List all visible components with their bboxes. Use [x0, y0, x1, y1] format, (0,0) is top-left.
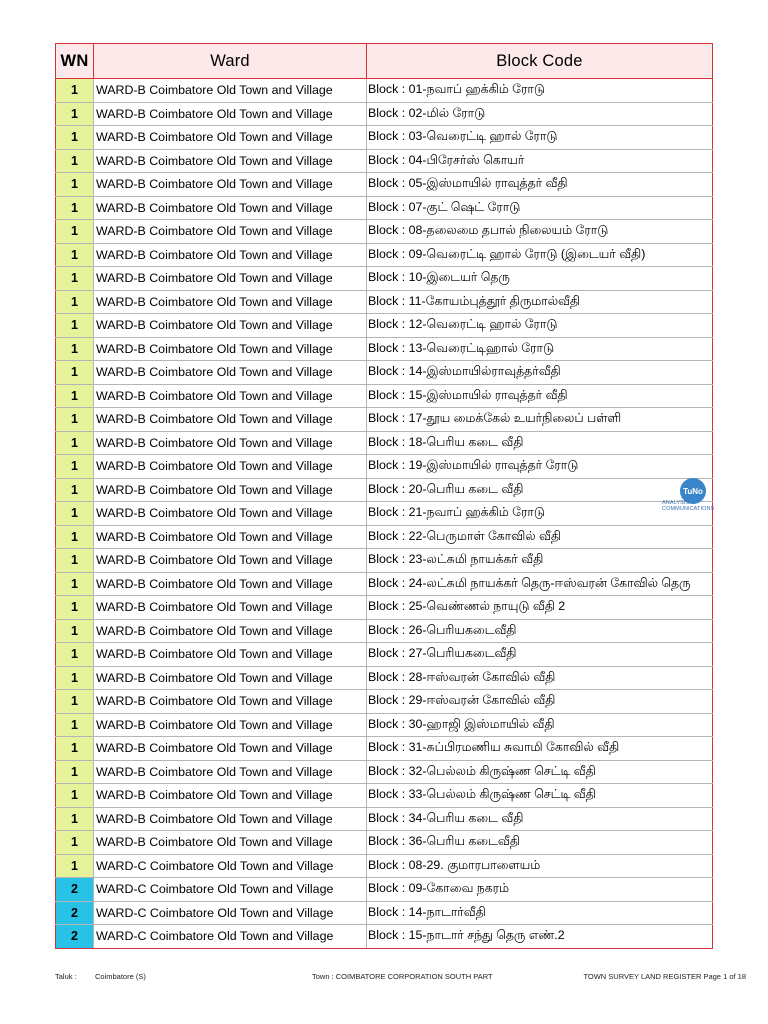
block-code-cell: Block : 32-பெல்லம் கிருஷ்ண செட்டி வீதி: [367, 760, 713, 784]
block-code-cell: Block : 27-பெரியகடைவீதி: [367, 643, 713, 667]
ward-cell: WARD-B Coimbatore Old Town and Village: [94, 643, 367, 667]
wn-cell: 1: [56, 737, 94, 761]
wn-cell: 1: [56, 314, 94, 338]
ward-cell: WARD-C Coimbatore Old Town and Village: [94, 925, 367, 949]
ward-cell: WARD-B Coimbatore Old Town and Village: [94, 690, 367, 714]
footer-taluk-value: Coimbatore (S): [95, 972, 146, 981]
block-code-cell: Block : 07-குட் ஷெட் ரோடு: [367, 196, 713, 220]
table-row: [56, 596, 713, 620]
ward-cell: WARD-B Coimbatore Old Town and Village: [94, 384, 367, 408]
ward-cell: WARD-C Coimbatore Old Town and Village: [94, 878, 367, 902]
table-row: [56, 737, 713, 761]
ward-cell: WARD-B Coimbatore Old Town and Village: [94, 314, 367, 338]
table-row: [56, 149, 713, 173]
wn-cell: 1: [56, 408, 94, 432]
block-code-cell: Block : 30-ஹாஜி இஸ்மாயில் வீதி: [367, 713, 713, 737]
block-code-cell: Block : 02-மில் ரோடு: [367, 102, 713, 126]
table-row: [56, 455, 713, 479]
block-code-cell: Block : 08-தலைமை தபால் நிலையம் ரோடு: [367, 220, 713, 244]
table-row: [56, 173, 713, 197]
wn-cell: 1: [56, 643, 94, 667]
ward-cell: WARD-B Coimbatore Old Town and Village: [94, 361, 367, 385]
table-row: [56, 337, 713, 361]
wn-cell: 1: [56, 502, 94, 526]
logo-caption-line1: ANALYSIS: [662, 500, 690, 506]
block-code-cell: Block : 09-வெரைட்டி ஹால் ரோடு (இடையர் வீதி): [367, 243, 713, 267]
wn-cell: 1: [56, 854, 94, 878]
block-code-cell: Block : 14-நாடார்வீதி: [367, 901, 713, 925]
wn-cell: 1: [56, 525, 94, 549]
table-row: [56, 643, 713, 667]
ward-cell: WARD-B Coimbatore Old Town and Village: [94, 713, 367, 737]
column-header-ward: Ward: [94, 44, 367, 79]
ward-cell: WARD-C Coimbatore Old Town and Village: [94, 854, 367, 878]
page-footer: [0, 972, 768, 984]
block-code-cell: Block : 29-ஈஸ்வரன் கோவில் வீதி: [367, 690, 713, 714]
ward-cell: WARD-B Coimbatore Old Town and Village: [94, 337, 367, 361]
ward-cell: WARD-B Coimbatore Old Town and Village: [94, 220, 367, 244]
wn-cell: 1: [56, 102, 94, 126]
table-row: [56, 102, 713, 126]
table-row: [56, 666, 713, 690]
wn-cell: 1: [56, 572, 94, 596]
wn-cell: 1: [56, 690, 94, 714]
wn-cell: 1: [56, 149, 94, 173]
table-row: [56, 314, 713, 338]
ward-cell: WARD-B Coimbatore Old Town and Village: [94, 243, 367, 267]
table-row: [56, 220, 713, 244]
block-code-cell: Block : 21-நவாப் ஹக்கிம் ரோடு: [367, 502, 713, 526]
ward-cell: WARD-B Coimbatore Old Town and Village: [94, 455, 367, 479]
ward-cell: WARD-B Coimbatore Old Town and Village: [94, 549, 367, 573]
block-code-cell: Block : 23-லட்சுமி நாயக்கர் வீதி: [367, 549, 713, 573]
block-code-cell: Block : 22-பெருமாள் கோவில் வீதி: [367, 525, 713, 549]
land-register-sheet: [55, 43, 712, 949]
block-code-cell: Block : 34-பெரிய கடை வீதி: [367, 807, 713, 831]
table-row: [56, 502, 713, 526]
table-row: [56, 854, 713, 878]
wn-cell: 1: [56, 596, 94, 620]
ward-cell: WARD-B Coimbatore Old Town and Village: [94, 596, 367, 620]
block-code-cell: Block : 15-நாடார் சந்து தெரு எண்.2: [367, 925, 713, 949]
ward-cell: WARD-B Coimbatore Old Town and Village: [94, 431, 367, 455]
table-header-row: [56, 44, 713, 79]
block-code-cell: Block : 05-இஸ்மாயில் ராவுத்தர் வீதி: [367, 173, 713, 197]
ward-cell: WARD-B Coimbatore Old Town and Village: [94, 737, 367, 761]
table-row: [56, 901, 713, 925]
wn-cell: 2: [56, 925, 94, 949]
block-code-cell: Block : 10-இடையர் தெரு: [367, 267, 713, 291]
table-row: [56, 408, 713, 432]
ward-cell: WARD-B Coimbatore Old Town and Village: [94, 478, 367, 502]
ward-cell: WARD-B Coimbatore Old Town and Village: [94, 267, 367, 291]
ward-cell: WARD-B Coimbatore Old Town and Village: [94, 408, 367, 432]
ward-cell: WARD-B Coimbatore Old Town and Village: [94, 79, 367, 103]
ward-cell: WARD-B Coimbatore Old Town and Village: [94, 126, 367, 150]
table-row: [56, 478, 713, 502]
table-row: [56, 925, 713, 949]
wn-cell: 1: [56, 290, 94, 314]
block-code-cell: Block : 28-ஈஸ்வரன் கோவில் வீதி: [367, 666, 713, 690]
block-code-cell: Block : 31-சுப்பிரமணிய சுவாமி கோவில் வீதி: [367, 737, 713, 761]
wn-cell: 1: [56, 784, 94, 808]
wn-cell: 1: [56, 220, 94, 244]
table-row: [56, 831, 713, 855]
wn-cell: 1: [56, 455, 94, 479]
table-row: [56, 290, 713, 314]
wn-cell: 1: [56, 760, 94, 784]
wn-cell: 1: [56, 267, 94, 291]
block-code-cell: Block : 24-லட்சுமி நாயக்கர் தெரு-ஈஸ்வரன் கோவில் தெரு: [367, 572, 713, 596]
table-row: [56, 79, 713, 103]
wn-cell: 1: [56, 478, 94, 502]
logo-caption-line2: COMMUNICATIONS: [662, 506, 715, 512]
ward-cell: WARD-B Coimbatore Old Town and Village: [94, 831, 367, 855]
ward-cell: WARD-B Coimbatore Old Town and Village: [94, 784, 367, 808]
block-code-cell: Block : 25-வெண்ணல் நாயுடு வீதி 2: [367, 596, 713, 620]
ward-cell: WARD-B Coimbatore Old Town and Village: [94, 666, 367, 690]
block-code-cell: Block : 01-நவாப் ஹக்கிம் ரோடு: [367, 79, 713, 103]
block-code-cell: Block : 09-கோவை நகரம்: [367, 878, 713, 902]
wn-cell: 1: [56, 337, 94, 361]
table-row: [56, 878, 713, 902]
ward-cell: WARD-B Coimbatore Old Town and Village: [94, 619, 367, 643]
wn-cell: 1: [56, 361, 94, 385]
ward-cell: WARD-B Coimbatore Old Town and Village: [94, 807, 367, 831]
ward-cell: WARD-B Coimbatore Old Town and Village: [94, 502, 367, 526]
ward-cell: WARD-B Coimbatore Old Town and Village: [94, 290, 367, 314]
ward-cell: WARD-C Coimbatore Old Town and Village: [94, 901, 367, 925]
table-row: [56, 361, 713, 385]
logo-badge: TuNo: [680, 478, 706, 504]
column-header-block-code: Block Code: [367, 44, 713, 79]
wn-cell: 1: [56, 384, 94, 408]
wn-cell: 2: [56, 878, 94, 902]
wn-cell: 2: [56, 901, 94, 925]
block-code-cell: Block : 19-இஸ்மாயில் ராவுத்தர் ரோடு: [367, 455, 713, 479]
block-code-table: [55, 43, 713, 949]
block-code-cell: Block : 08-29. குமாரபாளையம்: [367, 854, 713, 878]
block-code-cell: Block : 04-பிரேசர்ஸ் கொயர்: [367, 149, 713, 173]
table-row: [56, 384, 713, 408]
logo-caption: [662, 500, 716, 512]
table-row: [56, 196, 713, 220]
wn-cell: 1: [56, 713, 94, 737]
table-row: [56, 713, 713, 737]
footer-register-page: TOWN SURVEY LAND REGISTER Page 1 of 18: [583, 972, 746, 981]
ward-cell: WARD-B Coimbatore Old Town and Village: [94, 572, 367, 596]
table-row: [56, 690, 713, 714]
table-body: [56, 79, 713, 949]
block-code-cell: Block : 26-பெரியகடைவீதி: [367, 619, 713, 643]
table-row: [56, 549, 713, 573]
ward-cell: WARD-B Coimbatore Old Town and Village: [94, 173, 367, 197]
footer-taluk-label: Taluk :: [55, 972, 77, 981]
table-row: [56, 572, 713, 596]
table-row: [56, 126, 713, 150]
block-code-cell: Block : 03-வெரைட்டி ஹால் ரோடு: [367, 126, 713, 150]
block-code-cell: Block : 20-பெரிய கடை வீதி: [367, 478, 713, 502]
table-row: [56, 784, 713, 808]
column-header-wn: WN: [56, 44, 94, 79]
ward-cell: WARD-B Coimbatore Old Town and Village: [94, 102, 367, 126]
ward-cell: WARD-B Coimbatore Old Town and Village: [94, 525, 367, 549]
block-code-cell: Block : 12-வெரைட்டி ஹால் ரோடு: [367, 314, 713, 338]
wn-cell: 1: [56, 126, 94, 150]
wn-cell: 1: [56, 431, 94, 455]
block-code-cell: Block : 14-இஸ்மாயில்ராவுத்தர்வீதி: [367, 361, 713, 385]
wn-cell: 1: [56, 807, 94, 831]
table-row: [56, 243, 713, 267]
wn-cell: 1: [56, 196, 94, 220]
block-code-cell: Block : 18-பெரிய கடை வீதி: [367, 431, 713, 455]
table-row: [56, 807, 713, 831]
block-code-cell: Block : 11-கோயம்புத்தூர் திருமால்வீதி: [367, 290, 713, 314]
block-code-cell: Block : 13-வெரைட்டிஹால் ரோடு: [367, 337, 713, 361]
footer-town: Town : COIMBATORE CORPORATION SOUTH PART: [312, 972, 493, 981]
watermark-logo: [658, 478, 716, 514]
wn-cell: 1: [56, 79, 94, 103]
block-code-cell: Block : 17-தூய மைக்கேல் உயர்நிலைப் பள்ளி: [367, 408, 713, 432]
table-row: [56, 267, 713, 291]
wn-cell: 1: [56, 619, 94, 643]
block-code-cell: Block : 36-பெரிய கடைவீதி: [367, 831, 713, 855]
block-code-cell: Block : 33-பெல்லம் கிருஷ்ண செட்டி வீதி: [367, 784, 713, 808]
ward-cell: WARD-B Coimbatore Old Town and Village: [94, 760, 367, 784]
wn-cell: 1: [56, 831, 94, 855]
table-row: [56, 760, 713, 784]
table-row: [56, 619, 713, 643]
table-row: [56, 431, 713, 455]
ward-cell: WARD-B Coimbatore Old Town and Village: [94, 149, 367, 173]
wn-cell: 1: [56, 173, 94, 197]
table-row: [56, 525, 713, 549]
wn-cell: 1: [56, 666, 94, 690]
wn-cell: 1: [56, 243, 94, 267]
block-code-cell: Block : 15-இஸ்மாயில் ராவுத்தர் வீதி: [367, 384, 713, 408]
wn-cell: 1: [56, 549, 94, 573]
ward-cell: WARD-B Coimbatore Old Town and Village: [94, 196, 367, 220]
